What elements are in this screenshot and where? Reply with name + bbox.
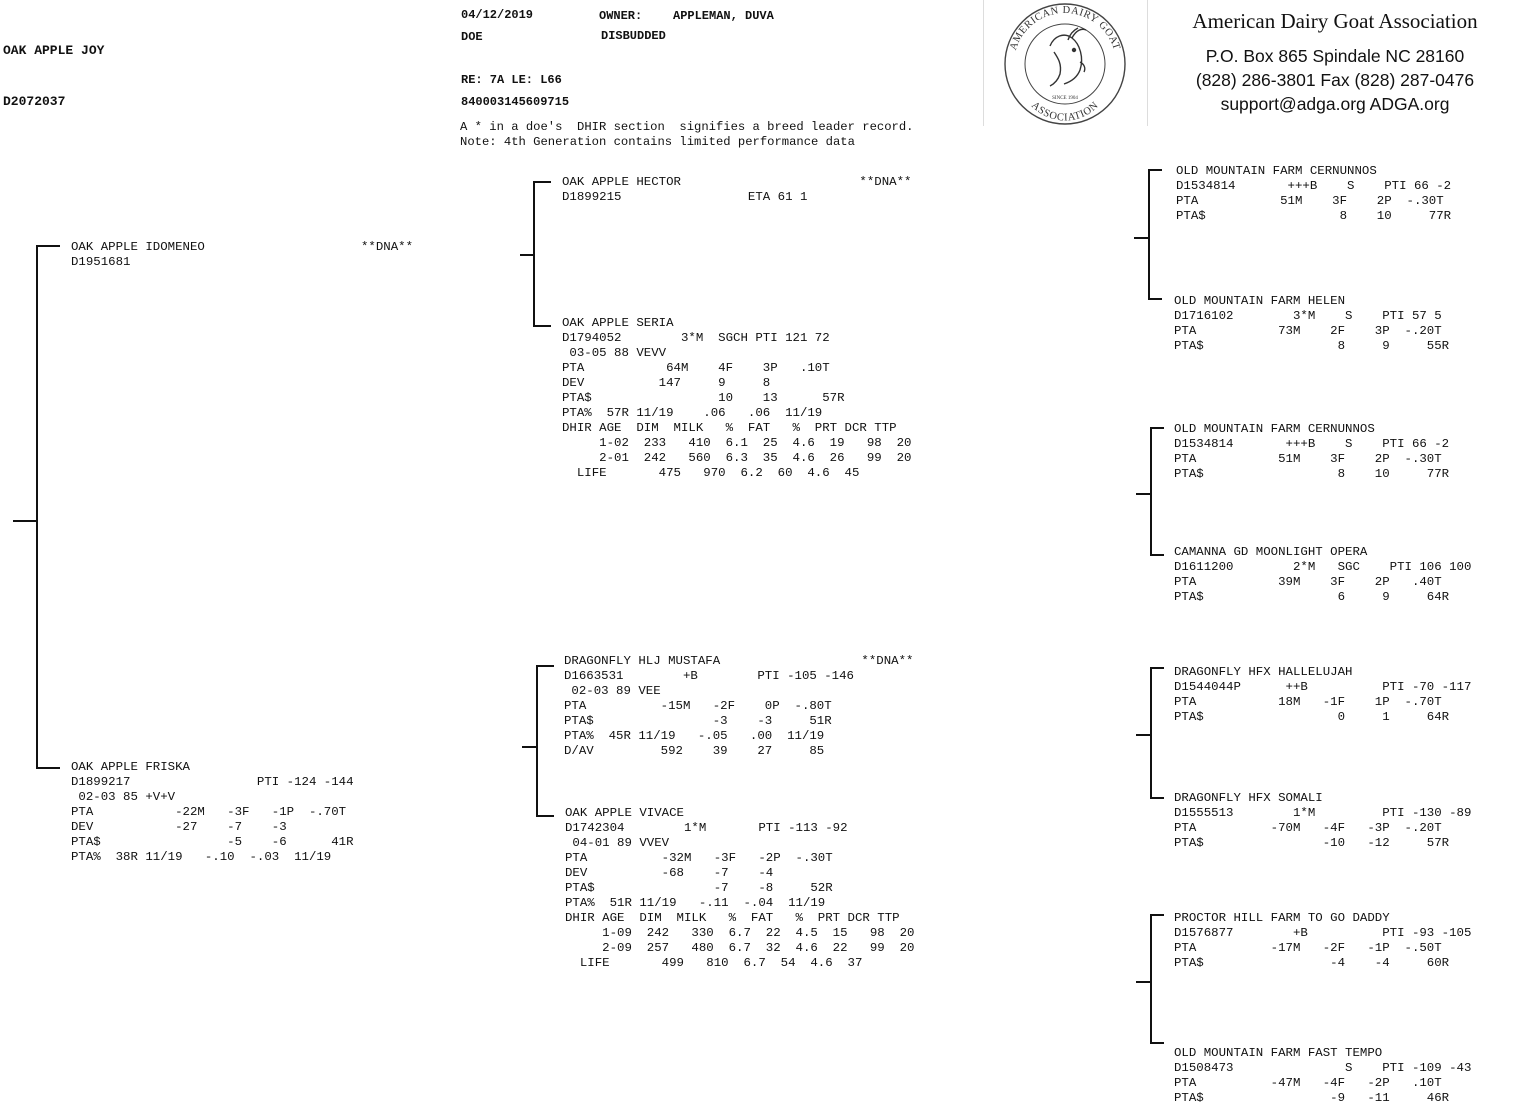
dam-record-line-7: PTA% 38R 11/19 -.10 -.03 11/19 [71,850,332,864]
gen3-record-6-line-3: PTA -70M -4F -3P -.20T [1174,821,1442,835]
owner-label: OWNER: [599,9,643,23]
gen3-record-8-line-3: PTA -47M -4F -2P .10T [1174,1076,1442,1090]
gen3-d-bracket [1150,914,1152,1043]
gen3-d-top-tick [1150,914,1164,916]
dam-sire-record-line-7: D/AV 592 39 27 85 [564,744,825,758]
gen3-record-7-line-4: PTA$ -4 -4 60R [1174,956,1450,970]
gen3-record-5-line-2: D1544044P ++B PTI -70 -117 [1174,680,1472,694]
association-name: American Dairy Goat Association [1192,9,1478,33]
subject-registration: D2072037 [3,94,66,109]
association-block [1160,6,1510,116]
dam-dam-record-line-1: OAK APPLE VIVACE [565,806,684,820]
gen3-record-2-line-2: D1716102 3*M S PTI 57 5 [1174,309,1442,323]
subject-name: OAK APPLE JOY [3,43,105,58]
sire-dam-record-line-11: LIFE 475 970 6.2 60 4.6 45 [562,466,860,480]
sire-dam-record-line-9: 1-02 233 410 6.1 25 4.6 19 98 20 [562,436,912,450]
dam-sire-record-line-1: DRAGONFLY HLJ MUSTAFA **DNA** [564,654,914,668]
gen3-record-7-line-2: D1576877 +B PTI -93 -105 [1174,926,1472,940]
gen3-b-bracket [1150,427,1152,555]
gen2-lower-bottom-tick [536,815,554,817]
gen3-record-6-line-1: DRAGONFLY HFX SOMALI [1174,791,1323,805]
dam-record-line-6: PTA$ -5 -6 41R [71,835,354,849]
dam-record-line-2: D1899217 PTI -124 -144 [71,775,354,789]
sire-dam-record-line-1: OAK APPLE SERIA [562,316,674,330]
gen3-record-8-line-1: OLD MOUNTAIN FARM FAST TEMPO [1174,1046,1383,1060]
gen1-bracket [36,245,38,768]
gen3-record-7-line-3: PTA -17M -2F -1P -.50T [1174,941,1442,955]
dam-record [71,760,354,865]
gen3-c-connector [1136,734,1151,736]
gen3-record-3-line-4: PTA$ 8 10 77R [1174,467,1450,481]
association-address: P.O. Box 865 Spindale NC 28160 [1205,46,1465,66]
note-4th-generation: Note: 4th Generation contains limited performance data [460,135,855,149]
gen1-connector [13,520,37,522]
dam-record-line-1: OAK APPLE FRISKA [71,760,190,774]
gen2-upper-bracket [533,181,535,326]
gen3-record-8-line-2: D1508473 S PTI -109 -43 [1174,1061,1472,1075]
gen3-record-8-line-4: PTA$ -9 -11 46R [1174,1091,1450,1105]
gen3-record-2-line-1: OLD MOUNTAIN FARM HELEN [1174,294,1346,308]
dam-dam-record-line-11: LIFE 499 810 6.7 54 4.6 37 [565,956,863,970]
gen3-a-bracket [1148,169,1150,299]
gen3-record-3 [1174,422,1449,482]
rfid: 840003145609715 [461,95,570,109]
owner-name: APPLEMAN, DUVA [673,9,774,23]
gen3-d-connector [1136,981,1151,983]
dam-dam-record-line-4: PTA -32M -3F -2P -.30T [565,851,833,865]
gen2-lower-bracket [536,665,538,816]
gen2-upper-connector [520,254,534,256]
dam-record-line-5: DEV -27 -7 -3 [71,820,287,834]
dam-dam-record [565,806,914,971]
gen3-b-top-tick [1150,427,1164,429]
sire-sire-record-line-1: OAK APPLE HECTOR **DNA** [562,175,912,189]
svg-text:ASSOCIATION: ASSOCIATION [1029,99,1101,124]
sire-dam-record-line-10: 2-01 242 560 6.3 35 4.6 26 99 20 [562,451,912,465]
note-breed-leader: A * in a doe's DHIR section signifies a breed leader record. [460,120,914,134]
sex: DOE [461,30,483,44]
svg-text:SINCE 1904: SINCE 1904 [1052,96,1078,101]
gen3-record-1-line-2: D1534814 +++B S PTI 66 -2 [1176,179,1452,193]
gen3-record-5-line-4: PTA$ 0 1 64R [1174,710,1450,724]
dam-sire-record-line-3: 02-03 89 VEE [564,684,661,698]
dam-dam-record-line-5: DEV -68 -7 -4 [565,866,774,880]
gen3-record-1-line-1: OLD MOUNTAIN FARM CERNUNNOS [1176,164,1377,178]
dam-sire-record-line-6: PTA% 45R 11/19 -.05 .00 11/19 [564,729,825,743]
gen3-record-5-line-1: DRAGONFLY HFX HALLELUJAH [1174,665,1353,679]
adga-seal-logo [984,0,1147,126]
sire-sire-record [562,175,911,205]
association-phones: (828) 286-3801 Fax (828) 287-0476 [1195,70,1475,90]
dam-sire-record-line-4: PTA -15M -2F 0P -.80T [564,699,832,713]
dam-dam-record-line-8: DHIR AGE DIM MILK % FAT % PRT DCR TTP [565,911,900,925]
sire-sire-record-line-2: D1899215 ETA 61 1 [562,190,808,204]
gen3-c-top-tick [1150,667,1164,669]
gen3-record-3-line-2: D1534814 +++B S PTI 66 -2 [1174,437,1450,451]
dam-record-line-4: PTA -22M -3F -1P -.70T [71,805,347,819]
gen3-c-bracket [1150,667,1152,798]
subject-block [3,8,104,127]
gen3-record-4 [1174,545,1471,605]
gen3-record-2-line-4: PTA$ 8 9 55R [1174,339,1450,353]
gen3-record-6 [1174,791,1471,851]
dam-record-line-3: 02-03 85 +V+V [71,790,176,804]
gen3-record-4-line-4: PTA$ 6 9 64R [1174,590,1450,604]
gen3-record-2 [1174,294,1449,354]
sire-dam-record-line-8: DHIR AGE DIM MILK % FAT % PRT DCR TTP [562,421,897,435]
sire-dam-record-line-2: D1794052 3*M SGCH PTI 121 72 [562,331,830,345]
svg-text:AMERICAN DAIRY GOAT: AMERICAN DAIRY GOAT [1008,4,1122,52]
sire-dam-record-line-6: PTA$ 10 13 57R [562,391,845,405]
goat-head-icon [1050,28,1086,86]
sire-record [71,240,413,270]
gen3-b-connector [1136,493,1151,495]
adga-seal [983,0,1148,126]
gen3-record-5 [1174,665,1471,725]
gen3-record-7 [1174,911,1471,971]
tattoo: RE: 7A LE: L66 [461,73,562,87]
dam-sire-record-line-5: PTA$ -3 -3 51R [564,714,832,728]
gen3-a-top-tick [1148,169,1162,171]
gen3-record-4-line-3: PTA 39M 3F 2P .40T [1174,575,1442,589]
gen3-record-4-line-2: D1611200 2*M SGC PTI 106 100 [1174,560,1472,574]
dam-dam-record-line-3: 04-01 89 VVEV [565,836,670,850]
association-web: support@adga.org ADGA.org [1220,94,1450,114]
gen3-record-7-line-1: PROCTOR HILL FARM TO GO DADDY [1174,911,1390,925]
gen3-a-connector [1134,237,1149,239]
gen2-lower-top-tick [536,665,554,667]
gen3-d-bottom-tick [1150,1042,1164,1044]
gen1-dam-tick [36,767,60,769]
pedigree-date: 04/12/2019 [461,8,534,22]
gen2-lower-connector [522,746,537,748]
dam-sire-record [564,654,913,759]
gen3-a-bottom-tick [1148,298,1162,300]
gen3-record-1-line-4: PTA$ 8 10 77R [1176,209,1452,223]
sire-dam-record-line-7: PTA% 57R 11/19 .06 .06 11/19 [562,406,823,420]
gen1-sire-tick [36,245,60,247]
horn-status: DISBUDDED [601,29,666,43]
dam-dam-record-line-2: D1742304 1*M PTI -113 -92 [565,821,848,835]
dam-dam-record-line-7: PTA% 51R 11/19 -.11 -.04 11/19 [565,896,826,910]
dam-dam-record-line-6: PTA$ -7 -8 52R [565,881,833,895]
gen3-record-6-line-4: PTA$ -10 -12 57R [1174,836,1450,850]
sire-dam-record [562,316,911,481]
sire-record-line-1: OAK APPLE IDOMENEO **DNA** [71,240,414,254]
gen3-record-5-line-3: PTA 18M -1F 1P -.70T [1174,695,1442,709]
gen3-record-1-line-3: PTA 51M 3F 2P -.30T [1176,194,1444,208]
gen3-record-1 [1176,164,1451,224]
sire-record-line-2: D1951681 [71,255,131,269]
dam-dam-record-line-9: 1-09 242 330 6.7 22 4.5 15 98 20 [565,926,915,940]
gen3-record-3-line-3: PTA 51M 3F 2P -.30T [1174,452,1442,466]
sire-dam-record-line-4: PTA 64M 4F 3P .10T [562,361,830,375]
gen3-record-3-line-1: OLD MOUNTAIN FARM CERNUNNOS [1174,422,1375,436]
dam-dam-record-line-10: 2-09 257 480 6.7 32 4.6 22 99 20 [565,941,915,955]
gen3-c-bottom-tick [1150,797,1164,799]
sire-dam-record-line-5: DEV 147 9 8 [562,376,771,390]
gen3-record-4-line-1: CAMANNA GD MOONLIGHT OPERA [1174,545,1368,559]
gen2-upper-top-tick [533,181,551,183]
gen3-record-6-line-2: D1555513 1*M PTI -130 -89 [1174,806,1472,820]
gen3-b-bottom-tick [1150,554,1164,556]
sire-dam-record-line-3: 03-05 88 VEVV [562,346,667,360]
gen2-upper-bottom-tick [533,325,551,327]
gen3-record-2-line-3: PTA 73M 2F 3P -.20T [1174,324,1442,338]
gen3-record-8 [1174,1046,1471,1106]
dam-sire-record-line-2: D1663531 +B PTI -105 -146 [564,669,854,683]
